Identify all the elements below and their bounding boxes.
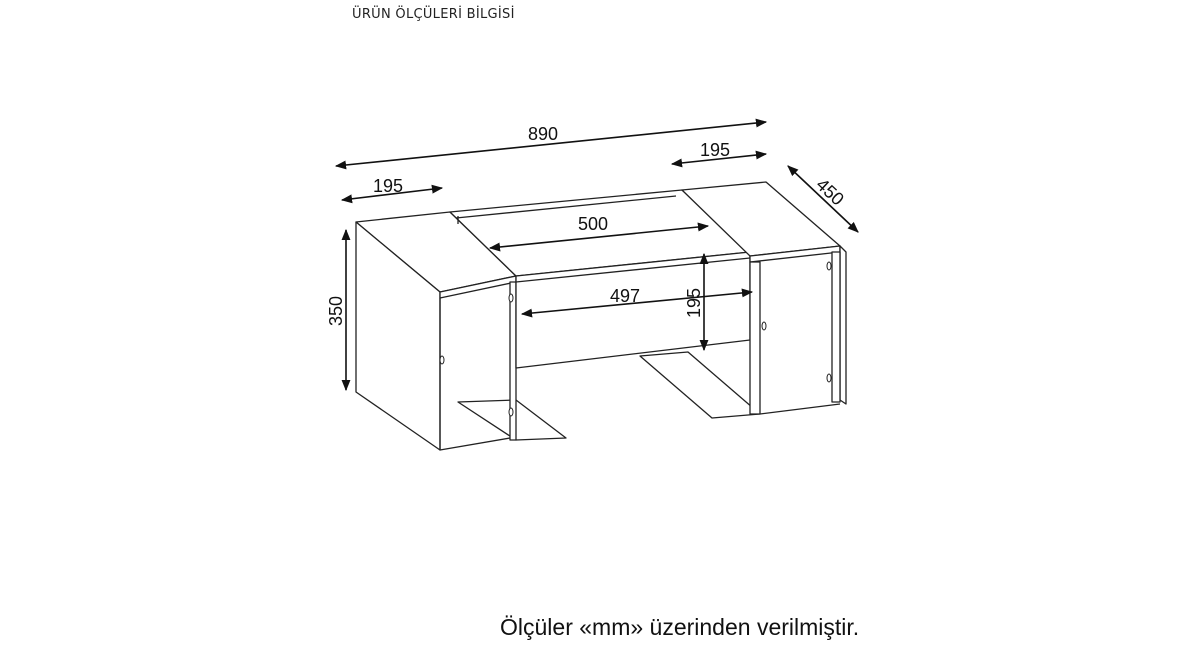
dim-label-195-right: 195 <box>700 140 731 160</box>
dim-label-195-drawer: 195 <box>684 287 704 318</box>
dim-label-450: 450 <box>812 174 848 210</box>
dim-label-890: 890 <box>528 124 559 144</box>
right-cam-hole-top <box>827 262 831 270</box>
right-bottom-shelf <box>640 352 760 418</box>
right-compartment-bottom <box>760 404 840 414</box>
right-cam-hole-bottom <box>827 374 831 382</box>
left-cam-hole-mid <box>440 356 444 364</box>
units-note: Ölçüler «mm» üzerinden verilmiştir. <box>500 614 860 640</box>
dim-label-500: 500 <box>578 214 609 234</box>
left-cam-hole-bottom <box>509 408 513 416</box>
dim-label-497: 497 <box>610 286 641 306</box>
dim-label-195-left: 195 <box>373 176 404 196</box>
left-cam-hole-top <box>509 294 513 302</box>
page-title: ÜRÜN ÖLÇÜLERİ BİLGİSİ <box>352 7 515 22</box>
right-outer-panel <box>832 252 840 402</box>
dim-label-350: 350 <box>326 295 346 326</box>
right-cam-hole-mid <box>762 322 766 330</box>
right-front-panel <box>750 262 760 414</box>
right-side-panel <box>840 246 846 404</box>
